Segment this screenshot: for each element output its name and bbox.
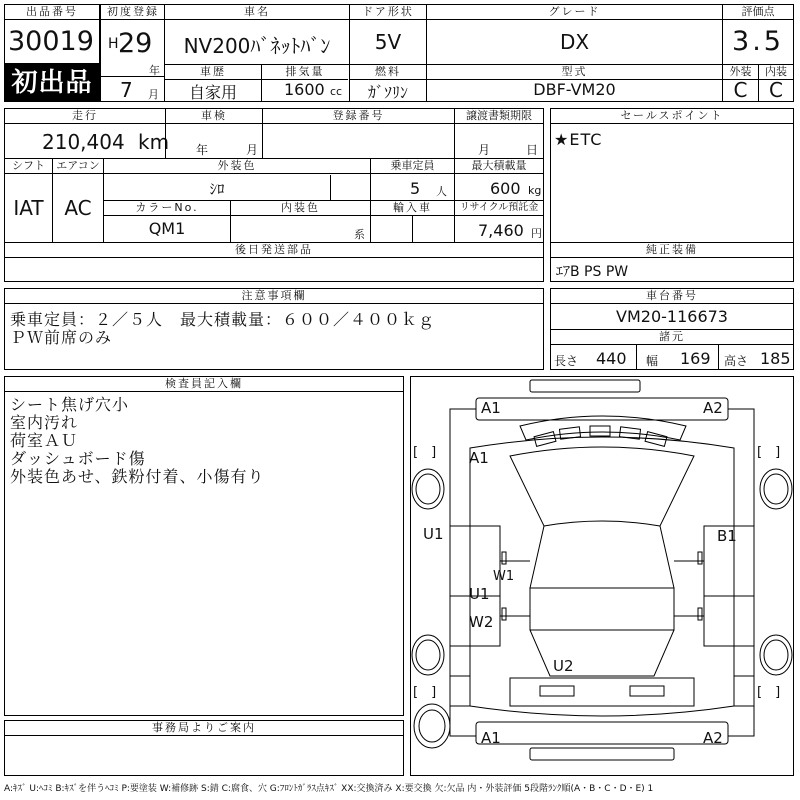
damage-mark-a2-rear: A2 bbox=[703, 729, 723, 747]
selling-points: ★ETC bbox=[554, 130, 603, 149]
interior-color-unit: 系 bbox=[354, 228, 365, 241]
transfer-month-unit: 月 bbox=[478, 143, 491, 157]
car-diagram bbox=[410, 376, 794, 776]
lot-label: 出品番号 bbox=[5, 5, 99, 20]
equipment: ｴｱB PS PW bbox=[556, 264, 629, 280]
interior-color-label: 内装色 bbox=[231, 201, 370, 216]
ac: AC bbox=[64, 196, 92, 220]
inspector-line-4: ダッシュボード傷 bbox=[10, 449, 146, 468]
interior-label: 内装 bbox=[759, 65, 793, 80]
load-label: 最大積載量 bbox=[455, 159, 543, 174]
recycle: 7,460 bbox=[478, 221, 524, 240]
height-label: 高さ bbox=[724, 354, 749, 368]
caution-line-1: 乗車定員：２／５人 最大積載量：６００／４００ｋｇ bbox=[10, 310, 436, 329]
damage-mark-w1-door: W1 bbox=[493, 569, 515, 584]
history: 自家用 bbox=[188, 83, 237, 102]
color: ｼﾛ bbox=[209, 180, 225, 198]
shift-label: シフト bbox=[5, 159, 52, 174]
car-name: NV200ﾊﾞﾈｯﾄﾊﾞﾝ bbox=[183, 34, 331, 58]
length: 440 bbox=[596, 349, 627, 368]
lot-number: 30019 bbox=[8, 26, 94, 57]
inspector-line-1: シート焦げ穴小 bbox=[10, 395, 130, 414]
damage-mark-a1-hood: A1 bbox=[469, 449, 489, 467]
damage-mark-u2-rear: U2 bbox=[553, 657, 574, 675]
exterior-label: 外装 bbox=[723, 65, 758, 80]
capacity: 5 bbox=[410, 179, 421, 198]
inspector-line-5: 外装色あせ、鉄粉付着、小傷有り bbox=[10, 467, 265, 486]
width: 169 bbox=[680, 349, 711, 368]
plate-label: 登録番号 bbox=[263, 109, 454, 124]
caution-label: 注意事項欄 bbox=[5, 289, 543, 304]
chassis-number: VM20-116673 bbox=[616, 307, 728, 326]
caution-line-2: ＰＷ前席のみ bbox=[10, 328, 113, 347]
grade-label: グレード bbox=[427, 5, 722, 20]
door-type: 5V bbox=[374, 30, 402, 54]
reg-year-unit: 年 bbox=[149, 64, 160, 77]
bracket-right-rear: [ ] bbox=[757, 685, 781, 700]
score-label: 評価点 bbox=[723, 5, 793, 20]
inspection-year-unit: 年 bbox=[196, 143, 209, 157]
mileage: 210,404 bbox=[42, 130, 125, 154]
office-label: 事務局よりご案内 bbox=[5, 721, 403, 736]
capacity-unit: 人 bbox=[436, 185, 447, 198]
later-parts-label: 後日発送部品 bbox=[5, 243, 543, 258]
reg-era: H bbox=[108, 36, 119, 52]
chassis-label: 車台番号 bbox=[551, 289, 793, 304]
transfer-label: 譲渡書類期限 bbox=[455, 109, 543, 124]
inspection-month-unit: 月 bbox=[246, 143, 259, 157]
bracket-left-rear: [ ] bbox=[413, 685, 437, 700]
reg-label: 初度登録 bbox=[101, 5, 165, 20]
mileage-label: 走行 bbox=[5, 109, 165, 124]
recycle-label: リサイクル預託金 bbox=[455, 201, 543, 216]
inspector-line-2: 室内汚れ bbox=[10, 413, 79, 432]
bracket-left-front: [ ] bbox=[413, 445, 437, 460]
load-unit: kg bbox=[528, 184, 542, 197]
inspector-line-3: 荷室ＡＵ bbox=[10, 431, 79, 450]
exterior-score: C bbox=[733, 78, 748, 102]
score: 3.5 bbox=[732, 26, 784, 57]
equipment-label: 純正装備 bbox=[551, 243, 793, 258]
model-label: 型式 bbox=[427, 65, 722, 80]
inspection-label: 車検 bbox=[166, 109, 262, 124]
displacement-label: 排気量 bbox=[262, 65, 348, 80]
color-label: 外装色 bbox=[104, 159, 370, 174]
model: DBF-VM20 bbox=[533, 80, 616, 99]
car-name-label: 車名 bbox=[165, 5, 349, 20]
color-no-label: カラーNo. bbox=[104, 201, 230, 216]
color-no: QM1 bbox=[148, 219, 186, 238]
displacement-unit: cc bbox=[330, 85, 343, 98]
selling-label: セールスポイント bbox=[551, 109, 793, 124]
legend: A:ｷｽﾞ U:ﾍｺﾐ B:ｷｽﾞを伴うﾍｺﾐ P:要塗装 W:補修跡 S:錆 C:腐食、穴 G:ﾌﾛﾝﾄｶﾞﾗｽ点ｷｽﾞ XX:交換済み X:要交換 欠:欠品 内・外装評価 5段階ﾗﾝｸ順(A・B・C・D・E) 1 bbox=[4, 784, 654, 794]
reg-year: 29 bbox=[118, 28, 153, 59]
reg-month-unit: 月 bbox=[148, 88, 159, 101]
ac-label: エアコン bbox=[53, 159, 103, 174]
width-label: 幅 bbox=[646, 354, 659, 368]
inspector-label: 検査員記入欄 bbox=[5, 377, 403, 392]
load: 600 bbox=[490, 179, 521, 198]
damage-mark-a1-rear: A1 bbox=[481, 729, 501, 747]
history-label: 車歴 bbox=[165, 65, 261, 80]
first-time-badge: 初出品 bbox=[4, 64, 100, 102]
mileage-unit: km bbox=[138, 130, 170, 154]
grade: DX bbox=[559, 30, 590, 54]
transfer-day-unit: 日 bbox=[526, 143, 539, 157]
interior-score: C bbox=[769, 78, 783, 102]
capacity-label: 乗車定員 bbox=[371, 159, 454, 174]
bracket-right-front: [ ] bbox=[757, 445, 781, 460]
damage-mark-a2-front: A2 bbox=[703, 399, 723, 417]
length-label: 長さ bbox=[554, 354, 579, 368]
damage-mark-u1-door: U1 bbox=[469, 585, 490, 603]
damage-mark-u1-side: U1 bbox=[423, 525, 444, 543]
car-outline bbox=[410, 376, 794, 776]
damage-mark-a1-front: A1 bbox=[481, 399, 501, 417]
recycle-unit: 円 bbox=[531, 227, 542, 240]
height: 185 bbox=[760, 349, 791, 368]
displacement: 1600 bbox=[284, 80, 325, 99]
door-label: ドア形状 bbox=[350, 5, 426, 20]
fuel: ｶﾞｿﾘﾝ bbox=[367, 83, 408, 102]
damage-mark-b1-side: B1 bbox=[717, 527, 737, 545]
reg-month: 7 bbox=[120, 78, 133, 102]
damage-mark-w2-door: W2 bbox=[469, 613, 494, 631]
shift: IAT bbox=[13, 196, 44, 220]
import-label: 輸入車 bbox=[371, 201, 454, 216]
fuel-label: 燃料 bbox=[350, 65, 426, 80]
spec-label: 諸元 bbox=[551, 330, 793, 345]
